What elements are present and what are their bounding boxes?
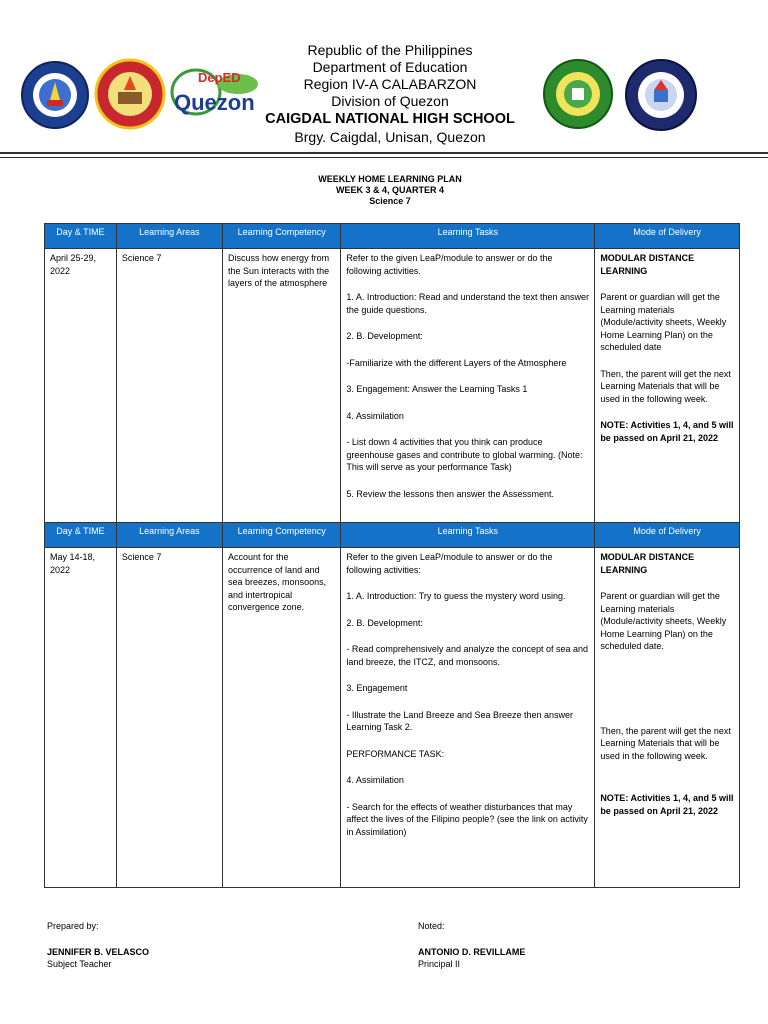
deped-seal-logo: [20, 60, 90, 135]
cell-tasks: [341, 548, 595, 888]
task-item: - List down 4 activities that you think can produce greenhouse gases and contribute to global warming. (Note: This will serve as your performance Task): [346, 437, 583, 472]
task-item: Refer to the given LeaP/module to answer or do the following activities:: [346, 552, 553, 575]
table-header-row: [45, 523, 740, 548]
task-item: 2. B. Development:: [346, 331, 423, 341]
noted-by-block: [418, 920, 525, 970]
school-name: CAIGDAL NATIONAL HIGH SCHOOL: [265, 111, 515, 127]
task-item: 5. Review the lessons then answer the Assessment.: [346, 488, 554, 499]
mode-description: Parent or guardian will get the Learning materials (Module/activity sheets, Weekly Home Learning Plan) on the scheduled date.: [600, 591, 727, 651]
mode-note: NOTE: Activities 1, 4, and 5 will be passed on April 21, 2022: [600, 420, 734, 443]
noted-role: Principal II: [418, 959, 461, 969]
task-item: 1. A. Introduction: Try to guess the mystery word using.: [346, 591, 566, 601]
region-seal-logo: [94, 58, 166, 135]
svg-text:DepED: DepED: [198, 70, 241, 85]
table-row: [45, 249, 740, 523]
task-item: 1. A. Introduction: Read and understand the text then answer the guide questions.: [346, 292, 590, 315]
col-header-tasks: Learning Tasks: [341, 523, 595, 548]
col-header-competency: Learning Competency: [223, 224, 341, 249]
col-header-tasks: Learning Tasks: [341, 224, 595, 249]
header-line-department: Department of Education: [312, 59, 468, 75]
svg-text:Quezon: Quezon: [174, 90, 255, 115]
header-divider-thick: [0, 152, 768, 154]
plan-title-line3: Science 7: [369, 196, 411, 206]
col-header-competency: Learning Competency: [223, 523, 341, 548]
prepared-label: Prepared by:: [47, 921, 99, 931]
task-item: PERFORMANCE TASK:: [346, 748, 445, 759]
mode-title: MODULAR DISTANCE LEARNING: [600, 552, 695, 575]
task-item: Refer to the given LeaP/module to answer or do the following activities.: [346, 253, 553, 276]
cell-day: May 14-18, 2022: [45, 548, 117, 888]
task-item: 3. Engagement: [346, 683, 408, 693]
prepared-role: Subject Teacher: [47, 959, 112, 969]
col-header-mode: Mode of Delivery: [595, 523, 740, 548]
cell-area: Science 7: [116, 249, 222, 523]
noted-name: ANTONIO D. REVILLAME: [418, 947, 526, 957]
prepared-name: JENNIFER B. VELASCO: [47, 947, 150, 957]
header-line-region: Region IV-A CALABARZON: [303, 76, 477, 92]
caigdal-school-seal-logo: [624, 58, 698, 137]
school-address: Brgy. Caigdal, Unisan, Quezon: [294, 129, 486, 145]
task-item: 3. Engagement: Answer the Learning Tasks 1: [346, 384, 528, 394]
col-header-area: Learning Areas: [116, 523, 222, 548]
cell-day: April 25-29, 2022: [45, 249, 117, 523]
noted-label: Noted:: [418, 921, 445, 931]
cell-mode: [595, 249, 740, 523]
cell-tasks: [341, 249, 595, 523]
task-item: - Read comprehensively and analyze the concept of sea and land breeze, the ITCZ, and monsoons.: [346, 644, 589, 667]
cell-competency: Discuss how energy from the Sun interacts with the layers of the atmosphere: [223, 249, 341, 523]
cell-competency: Account for the occurrence of land and sea breezes, monsoons, and intertropical convergence zone.: [223, 548, 341, 888]
col-header-day: Day & TIME: [45, 224, 117, 249]
cell-mode: [595, 548, 740, 888]
letterhead: [250, 42, 530, 146]
unisan-district-seal-logo: [542, 58, 614, 135]
task-item: -Familiarize with the different Layers of the Atmosphere: [346, 357, 567, 368]
table-row: [45, 548, 740, 888]
deped-quezon-logo: [168, 66, 262, 123]
task-item: 4. Assimilation: [346, 775, 404, 785]
mode-description: Parent or guardian will get the Learning materials (Module/activity sheets, Weekly Home Learning Plan) on the scheduled date: [600, 292, 727, 352]
mode-note: NOTE: Activities 1, 4, and 5 will be passed on April 21, 2022: [600, 793, 734, 816]
cell-area: Science 7: [116, 548, 222, 888]
plan-title: [250, 174, 530, 207]
col-header-mode: Mode of Delivery: [595, 224, 740, 249]
plan-title-line1: WEEKLY HOME LEARNING PLAN: [318, 174, 462, 184]
mode-description: Then, the parent will get the next Learning Materials that will be used in the following week.: [600, 368, 731, 404]
task-item: 4. Assimilation: [346, 410, 404, 421]
header-line-republic: Republic of the Philippines: [307, 42, 473, 58]
task-item: 2. B. Development:: [346, 617, 423, 628]
task-item: - Search for the effects of weather disturbances that may affect the lives of the Filipino people? (see the link on activity in Assimilation): [346, 801, 588, 837]
header-divider-thin: [0, 157, 768, 158]
learning-plan-table: [44, 223, 740, 888]
mode-description: Then, the parent will get the next Learning Materials that will be used in the following week.: [600, 725, 731, 761]
plan-title-line2: WEEK 3 & 4, QUARTER 4: [335, 185, 445, 195]
mode-title: MODULAR DISTANCE LEARNING: [600, 253, 695, 276]
header-line-division: Division of Quezon: [331, 93, 449, 109]
prepared-by-block: [47, 920, 149, 970]
table-header-row: [45, 224, 740, 249]
col-header-area: Learning Areas: [116, 224, 222, 249]
task-item: - Illustrate the Land Breeze and Sea Breeze then answer Learning Task 2.: [346, 709, 574, 732]
col-header-day: Day & TIME: [45, 523, 117, 548]
